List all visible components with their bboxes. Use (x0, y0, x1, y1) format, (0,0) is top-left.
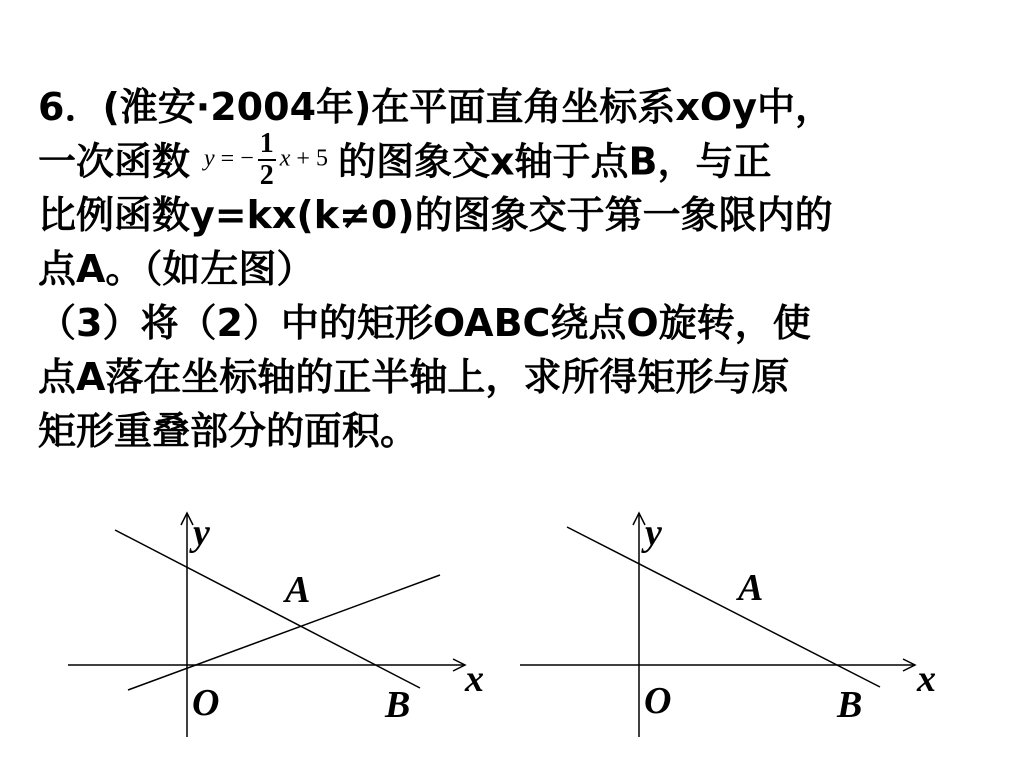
problem-line-7: 矩形重叠部分的面积。 (38, 409, 419, 453)
problem-text (38, 80, 958, 458)
formula-fraction (258, 130, 276, 190)
formula-y: y (204, 145, 215, 172)
proportional-function-line (128, 575, 440, 690)
problem-line-2-end: 的图象交x轴于点B，与正 (337, 139, 772, 184)
problem-line-4: 点A。（如左图） (38, 247, 315, 291)
point-a-label: A (738, 567, 764, 609)
problem-line-1: 6．(淮安·2004年)在平面直角坐标系xOy中， (38, 85, 833, 129)
origin-label: O (644, 680, 672, 722)
right-coordinate-graph (512, 505, 936, 745)
fraction-denominator: 2 (259, 160, 274, 191)
point-b-label: B (385, 684, 411, 726)
point-b-label: B (837, 684, 863, 726)
y-axis-label: y (645, 512, 662, 554)
fraction-numerator: 1 (259, 128, 274, 159)
problem-line-5: （3）将（2）中的矩形OABC绕点O旋转，使 (38, 301, 811, 345)
problem-line-2 (38, 128, 958, 191)
problem-line-2-start: 一次函数 (38, 139, 191, 184)
formula-x: x (279, 145, 291, 172)
linear-function-line (567, 527, 880, 687)
left-coordinate-graph (60, 505, 484, 745)
y-axis-label: y (193, 512, 210, 554)
formula-equals: = (220, 145, 235, 172)
linear-function-formula (204, 130, 328, 190)
formula-constant: 5 (315, 145, 328, 172)
origin-label: O (192, 682, 220, 724)
problem-line-6: 点A落在坐标轴的正半轴上，求所得矩形与原 (38, 355, 790, 399)
formula-plus: + (296, 145, 310, 172)
problem-line-3: 比例函数y=kx(k≠0)的图象交于第一象限内的 (38, 193, 833, 237)
x-axis-label: x (917, 658, 936, 700)
formula-minus: − (240, 145, 254, 172)
point-a-label: A (285, 569, 311, 611)
x-axis-label: x (465, 658, 484, 700)
